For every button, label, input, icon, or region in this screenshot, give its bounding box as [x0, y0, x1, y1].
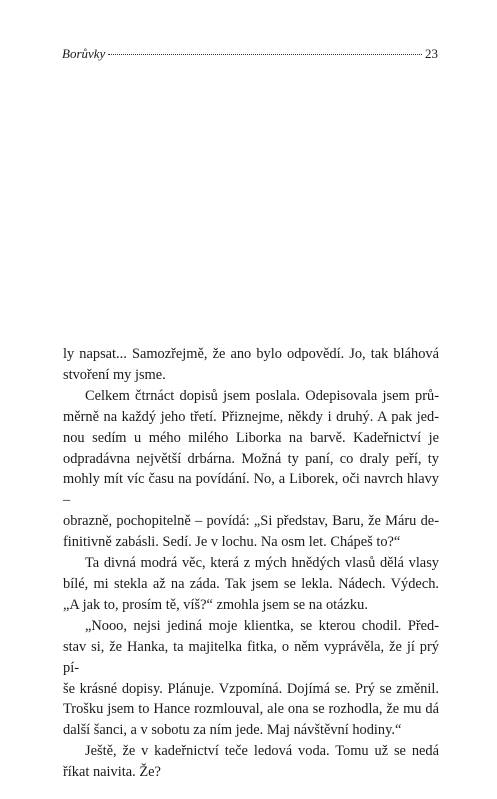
body-text	[63, 344, 439, 783]
text-line: ly napsat... Samozřejmě, že ano bylo odpovědí. Jo, tak bláhová	[63, 346, 439, 362]
text-line: měrně na každý jeho třetí. Přiznejme, někdy i druhý. A pak jed-	[63, 408, 439, 425]
paragraph-2-line	[63, 469, 439, 511]
text-line: še krásné dopisy. Plánuje. Vzpomíná. Dojímá se. Prý se změnil.	[63, 680, 439, 697]
paragraph-2-line	[63, 511, 439, 532]
paragraph-4-line	[63, 699, 439, 720]
paragraph-3	[63, 553, 439, 574]
paragraph-2	[63, 386, 439, 407]
paragraph-5	[63, 741, 439, 762]
paragraph-4-line	[63, 679, 439, 700]
paragraph-3-end	[63, 595, 439, 616]
text-line: „A jak to, prosím tě, víš?“ zmohla jsem se na otázku.	[63, 596, 368, 613]
text-line: odpradávna největší drbárna. Možná ty paní, co draly peří, ty	[63, 450, 439, 467]
text-line: říkat naivita. Že?	[63, 764, 161, 781]
paragraph-4-end	[63, 720, 439, 741]
text-line: Ještě, že v kadeřnictví teče ledová voda. Tomu už se nedá	[85, 743, 439, 760]
text-line: „Nooo, nejsi jediná moje klientka, se kterou chodil. Před-	[85, 617, 439, 634]
chapter-title: Borůvky	[62, 46, 106, 61]
paragraph-2-end	[63, 532, 439, 553]
text-line: další šanci, a v sobotu za ním jede. Maj návštěvní hodiny.“	[63, 722, 402, 739]
text-line: obrazně, pochopitelně – povídá: „Si představ, Baru, že Máru de-	[63, 513, 439, 530]
text-line: bílé, mi stekla až na záda. Tak jsem se lekla. Nádech. Výdech.	[63, 575, 439, 592]
dot-leader	[108, 54, 422, 55]
text-line: Trošku jsem to Hance rozmlouval, ale ona se rozhodla, že mu dá	[63, 701, 439, 718]
paragraph-1-end	[63, 365, 439, 386]
paragraph-4	[63, 616, 439, 637]
paragraph-2-line	[63, 449, 439, 470]
paragraph-2-line	[63, 428, 439, 449]
text-line: stvoření my jsme.	[63, 366, 166, 383]
paragraph-3-line	[63, 574, 439, 595]
page-number: 23	[425, 46, 438, 61]
running-header	[62, 46, 438, 66]
text-line: Ta divná modrá věc, která z mých hnědých vlasů dělá vlasy	[85, 555, 439, 572]
text-line: stav si, že Hanka, ta majitelka fitka, o něm vyprávěla, že jí prý pí-	[63, 638, 439, 676]
text-line: Celkem čtrnáct dopisů jsem poslala. Odepisovala jsem prů-	[85, 387, 439, 404]
paragraph-5-end	[63, 762, 439, 783]
paragraph-2-line	[63, 407, 439, 428]
text-line: nou sedím u mého milého Liborka na barvě. Kadeřnictví je	[63, 429, 439, 446]
paragraph-4-line	[63, 637, 439, 679]
text-line: mohly mít víc času na povídání. No, a Liborek, oči navrch hlavy –	[63, 471, 439, 509]
paragraph-1	[63, 344, 439, 365]
text-line: finitivně zabásli. Sedí. Je v lochu. Na osm let. Chápeš to?“	[63, 534, 401, 551]
